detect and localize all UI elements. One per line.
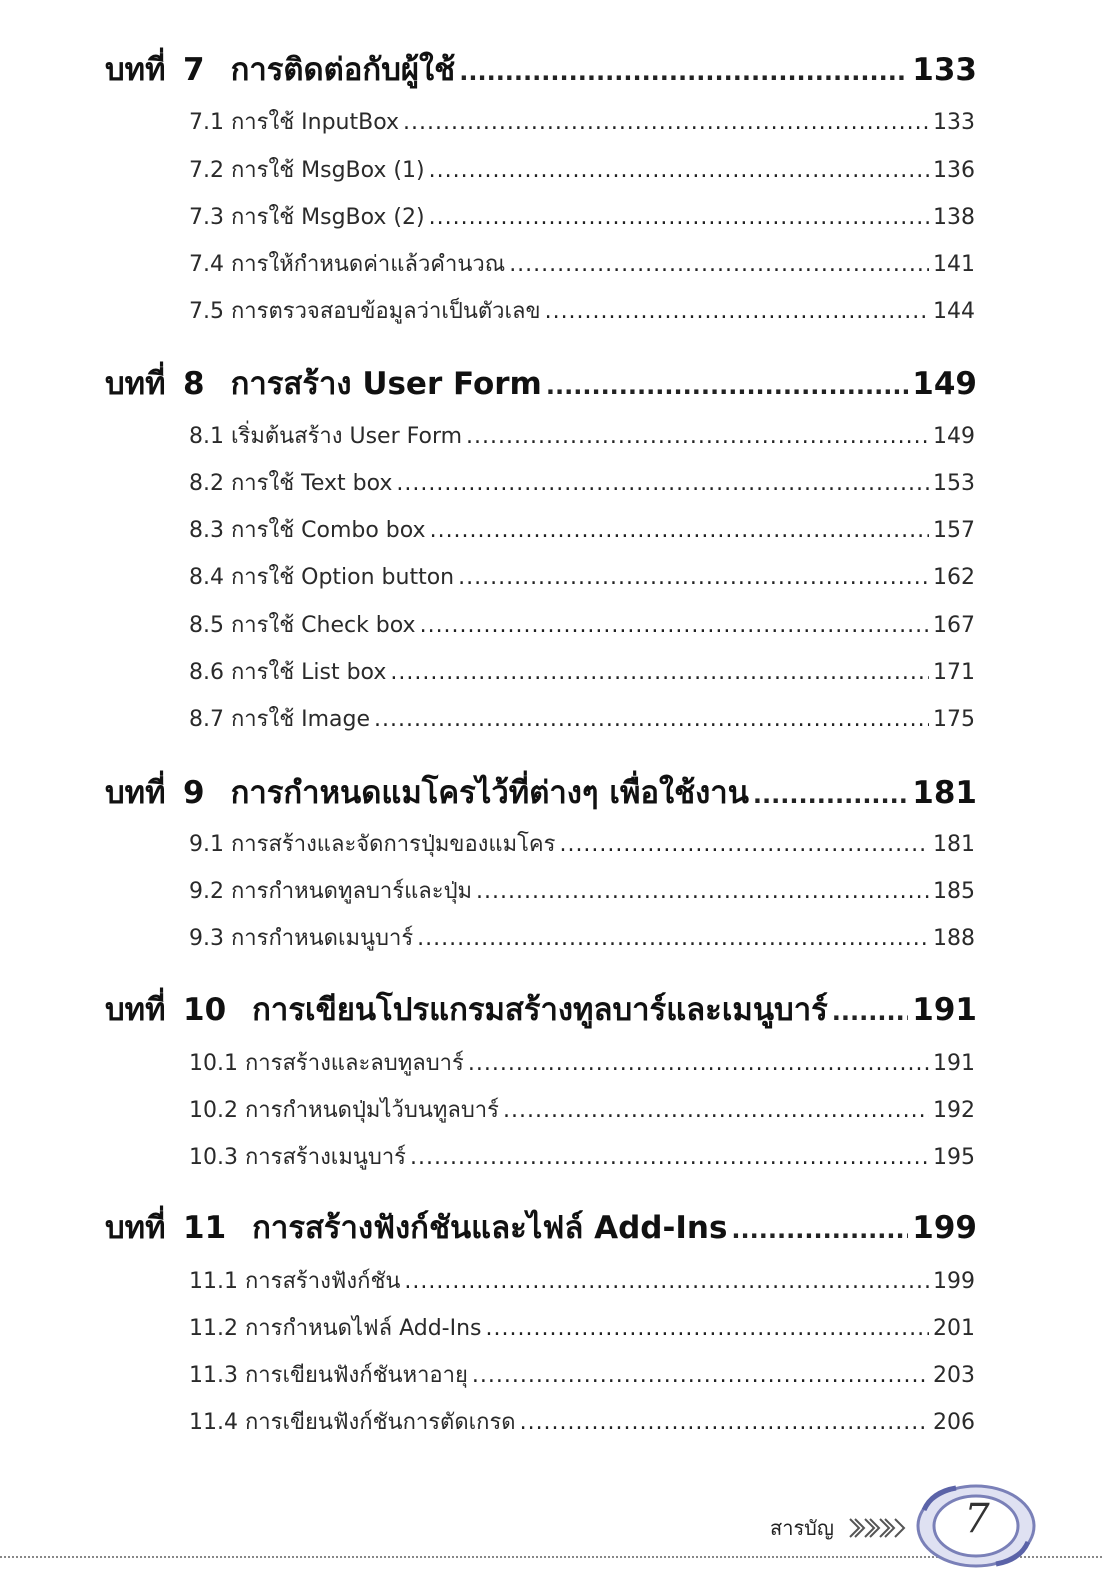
toc-entry[interactable] xyxy=(189,512,975,547)
toc-entry[interactable] xyxy=(189,104,975,139)
toc-entry[interactable] xyxy=(189,1045,975,1080)
toc-entry-page: 188 xyxy=(933,926,975,951)
chapter-heading-text: บทที่ 8 การสร้าง User Form xyxy=(105,366,542,402)
toc-entry-page: 138 xyxy=(933,205,975,230)
dot-leader xyxy=(417,926,929,951)
toc-entry-page: 203 xyxy=(933,1363,975,1388)
chevrons-icon xyxy=(846,1515,908,1541)
toc-entry-label: 11.3 การเขียนฟังก์ชันหาอายุ xyxy=(189,1363,468,1388)
chapter-heading[interactable] xyxy=(105,44,977,94)
toc-entry-page: 175 xyxy=(933,707,975,732)
toc-entry[interactable] xyxy=(189,701,975,736)
toc-entry[interactable] xyxy=(189,293,975,328)
toc-entry-page: 199 xyxy=(933,1269,975,1294)
dot-leader xyxy=(520,1410,929,1435)
toc-entry[interactable] xyxy=(189,1404,975,1439)
dot-leader xyxy=(466,424,929,449)
chapter-heading[interactable] xyxy=(105,358,977,408)
dot-leader xyxy=(509,252,929,277)
dot-leader xyxy=(545,299,929,324)
toc-entry-page: 162 xyxy=(933,565,975,590)
chapter-page-number: 181 xyxy=(912,775,977,811)
toc-entry-page: 144 xyxy=(933,299,975,324)
dot-leader xyxy=(420,613,929,638)
chapter-heading[interactable] xyxy=(105,1202,977,1252)
chapter-page-number: 191 xyxy=(912,992,977,1028)
toc-entry[interactable] xyxy=(189,1357,975,1392)
dot-leader xyxy=(476,879,929,904)
toc-entry-page: 141 xyxy=(933,252,975,277)
toc-entry-label: 8.5 การใช้ Check box xyxy=(189,613,416,638)
toc-entry[interactable] xyxy=(189,654,975,689)
toc-entry-label: 8.6 การใช้ List box xyxy=(189,660,387,685)
toc-entry-page: 201 xyxy=(933,1316,975,1341)
dot-leader xyxy=(458,565,929,590)
toc-entry-page: 206 xyxy=(933,1410,975,1435)
toc-entry[interactable] xyxy=(189,826,975,861)
toc-entry-label: 8.4 การใช้ Option button xyxy=(189,565,455,590)
chapter-heading-text: บทที่ 7 การติดต่อกับผู้ใช้ xyxy=(105,52,456,88)
chapter-heading[interactable] xyxy=(105,767,977,817)
toc-entry[interactable] xyxy=(189,873,975,908)
toc-entry-page: 181 xyxy=(933,832,975,857)
page-number: 7 xyxy=(964,1496,990,1542)
toc-entry[interactable] xyxy=(189,1139,975,1174)
toc-entry-label: 11.2 การกำหนดไฟล์ Add-Ins xyxy=(189,1316,482,1341)
toc-entry-label: 8.7 การใช้ Image xyxy=(189,707,371,732)
dot-leader xyxy=(404,1269,929,1294)
dot-leader xyxy=(459,58,908,86)
chapter-heading[interactable] xyxy=(105,984,977,1034)
toc-entry-label: 9.3 การกำหนดเมนูบาร์ xyxy=(189,926,414,951)
chapter-heading-text: บทที่ 10 การเขียนโปรแกรมสร้างทูลบาร์และเมนูบาร์ xyxy=(105,992,828,1028)
dot-leader xyxy=(430,518,929,543)
toc-entry-label: 10.2 การกำหนดปุ่มไว้บนทูลบาร์ xyxy=(189,1098,499,1123)
toc-entry[interactable] xyxy=(189,465,975,500)
toc-entry[interactable] xyxy=(189,1092,975,1127)
toc-entry-page: 153 xyxy=(933,471,975,496)
toc-entry-page: 185 xyxy=(933,879,975,904)
dot-leader xyxy=(410,1145,929,1170)
toc-entry-label: 10.3 การสร้างเมนูบาร์ xyxy=(189,1145,407,1170)
toc-entry-page: 133 xyxy=(933,110,975,135)
dot-leader xyxy=(486,1316,929,1341)
chapter-heading-text: บทที่ 9 การกำหนดแมโครไว้ที่ต่างๆ เพื่อใช้งาน xyxy=(105,775,749,811)
toc-entry[interactable] xyxy=(189,152,975,187)
toc-entry-label: 8.1 เริ่มต้นสร้าง User Form xyxy=(189,424,463,449)
chapter-heading-text: บทที่ 11 การสร้างฟังก์ชันและไฟล์ Add-Ins xyxy=(105,1210,728,1246)
dot-leader xyxy=(374,707,929,732)
toc-entry-label: 7.5 การตรวจสอบข้อมูลว่าเป็นตัวเลข xyxy=(189,299,541,324)
toc-entry[interactable] xyxy=(189,199,975,234)
toc-entry-page: 191 xyxy=(933,1051,975,1076)
dot-leader xyxy=(429,158,929,183)
toc-entry-page: 171 xyxy=(933,660,975,685)
toc-entry[interactable] xyxy=(189,920,975,955)
toc-entry-label: 7.4 การให้กำหนดค่าแล้วคำนวณ xyxy=(189,252,506,277)
dot-leader xyxy=(472,1363,929,1388)
toc-entry-label: 9.2 การกำหนดทูลบาร์และปุ่ม xyxy=(189,879,473,904)
chapter-page-number: 149 xyxy=(912,366,977,402)
toc-entry-label: 8.2 การใช้ Text box xyxy=(189,471,393,496)
toc-entry-label: 11.4 การเขียนฟังก์ชันการตัดเกรด xyxy=(189,1410,516,1435)
toc-entry-label: 7.2 การใช้ MsgBox (1) xyxy=(189,158,425,183)
dot-leader xyxy=(468,1051,929,1076)
toc-entry-label: 9.1 การสร้างและจัดการปุ่มของแมโคร xyxy=(189,832,556,857)
dot-leader xyxy=(559,832,929,857)
toc-entry[interactable] xyxy=(189,246,975,281)
toc-entry-page: 195 xyxy=(933,1145,975,1170)
dot-leader xyxy=(403,110,929,135)
toc-entry[interactable] xyxy=(189,607,975,642)
toc-entry-label: 7.3 การใช้ MsgBox (2) xyxy=(189,205,425,230)
dot-leader xyxy=(390,660,929,685)
toc-entry-page: 167 xyxy=(933,613,975,638)
chapter-page-number: 199 xyxy=(912,1210,977,1246)
dot-leader xyxy=(546,372,908,400)
dot-leader xyxy=(429,205,929,230)
dot-leader xyxy=(503,1098,929,1123)
toc-entry[interactable] xyxy=(189,1310,975,1345)
toc-entry-page: 192 xyxy=(933,1098,975,1123)
toc-entry-label: 10.1 การสร้างและลบทูลบาร์ xyxy=(189,1051,464,1076)
toc-entry-page: 149 xyxy=(933,424,975,449)
dot-leader xyxy=(753,781,908,809)
toc-entry-page: 136 xyxy=(933,158,975,183)
chapter-page-number: 133 xyxy=(912,52,977,88)
dot-leader xyxy=(832,998,908,1026)
toc-entry-label: 7.1 การใช้ InputBox xyxy=(189,110,399,135)
toc-entry[interactable] xyxy=(189,559,975,594)
dot-leader xyxy=(396,471,929,496)
footer-section-label: สารบัญ xyxy=(770,1516,834,1540)
toc-entry[interactable] xyxy=(189,418,975,453)
toc-entry-label: 11.1 การสร้างฟังก์ชัน xyxy=(189,1269,401,1294)
toc-entry[interactable] xyxy=(189,1263,975,1298)
dot-leader xyxy=(731,1216,908,1244)
toc-entry-page: 157 xyxy=(933,518,975,543)
toc-entry-label: 8.3 การใช้ Combo box xyxy=(189,518,426,543)
